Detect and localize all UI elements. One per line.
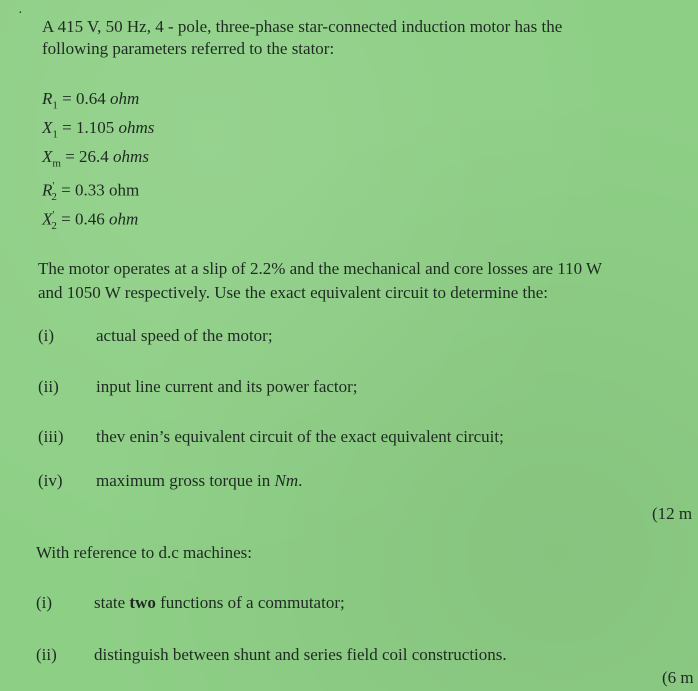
item-text-with-bold xyxy=(94,592,345,614)
item-number: (i) xyxy=(36,593,53,612)
param-symbol: X xyxy=(42,147,53,166)
item-text: distinguish between shunt and series field coil constructions. xyxy=(94,645,507,664)
param-subscript: 2 xyxy=(51,220,57,233)
param-unit: ohms xyxy=(113,147,149,166)
q1-intro-line-1: A 415 V, 50 Hz, 4 - pole, three-phase star-connected induction motor has the xyxy=(42,17,563,36)
q1-marks: (12 m xyxy=(652,504,693,523)
param-x1: $X_1 = 1.105$ ohms xyxy=(42,118,155,141)
item-text: actual speed of the motor; xyxy=(96,326,273,345)
item-number: (i) xyxy=(38,326,55,345)
item-text: maximum gross torque in xyxy=(96,471,275,490)
param-value: 26.4 xyxy=(79,147,109,166)
item-number: (iii) xyxy=(38,427,64,446)
item-number: (iv) xyxy=(38,471,63,490)
param-unit: ohm xyxy=(108,180,140,200)
param-unit: ohms xyxy=(118,118,155,137)
item-number: (ii) xyxy=(38,377,59,396)
item-suffix: . xyxy=(298,471,303,490)
param-subscript: m xyxy=(52,157,61,170)
bullet-marker: · xyxy=(18,6,23,21)
param-value: 0.33 xyxy=(74,180,105,200)
q1-body-line-2: and 1050 W respectively. Use the exact equivalent circuit to determine the: xyxy=(38,283,548,302)
param-value: 1.105 xyxy=(75,118,115,137)
item-text: input line current and its power factor; xyxy=(96,377,358,396)
param-x2-prime: $X'_2 = 0.46$ ohm xyxy=(42,209,139,233)
param-symbol: R xyxy=(42,180,53,200)
item-text-with-math xyxy=(96,470,302,492)
q1-body-line-1: The motor operates at a slip of 2.2% and the mechanical and core losses are 110 W xyxy=(38,259,603,278)
param-subscript: 2 xyxy=(51,191,57,204)
param-value: 0.64 xyxy=(75,89,106,108)
param-r2-prime: $R'_2 = 0.33$ ohm xyxy=(42,180,140,204)
item-text: state xyxy=(94,593,130,612)
q2-marks: (6 m xyxy=(662,668,694,687)
item-number: (ii) xyxy=(36,645,57,664)
q1-intro-line-2: following parameters referred to the stator: xyxy=(42,39,335,58)
q2-intro: With reference to d.c machines: xyxy=(36,543,252,562)
item-text: functions of a commutator; xyxy=(155,593,345,612)
param-subscript: 1 xyxy=(52,99,58,112)
param-unit: ohm xyxy=(109,89,140,108)
param-prime: ' xyxy=(52,209,55,221)
param-xm: $X_m = 26.4$ ohms xyxy=(42,147,149,170)
item-text: thev enin’s equivalent circuit of the exact equivalent circuit; xyxy=(96,427,504,446)
item-bold-text: two xyxy=(129,593,156,612)
param-value: 0.46 xyxy=(74,209,105,229)
param-symbol: X xyxy=(42,118,53,137)
param-subscript: 1 xyxy=(52,128,58,141)
unit-math: Nm xyxy=(274,471,299,490)
param-symbol: R xyxy=(42,89,53,108)
param-unit: ohm xyxy=(108,209,139,229)
param-r1: $R_1 = 0.64$ ohm xyxy=(42,89,140,112)
param-prime: ' xyxy=(52,180,55,192)
param-symbol: X xyxy=(42,209,53,229)
